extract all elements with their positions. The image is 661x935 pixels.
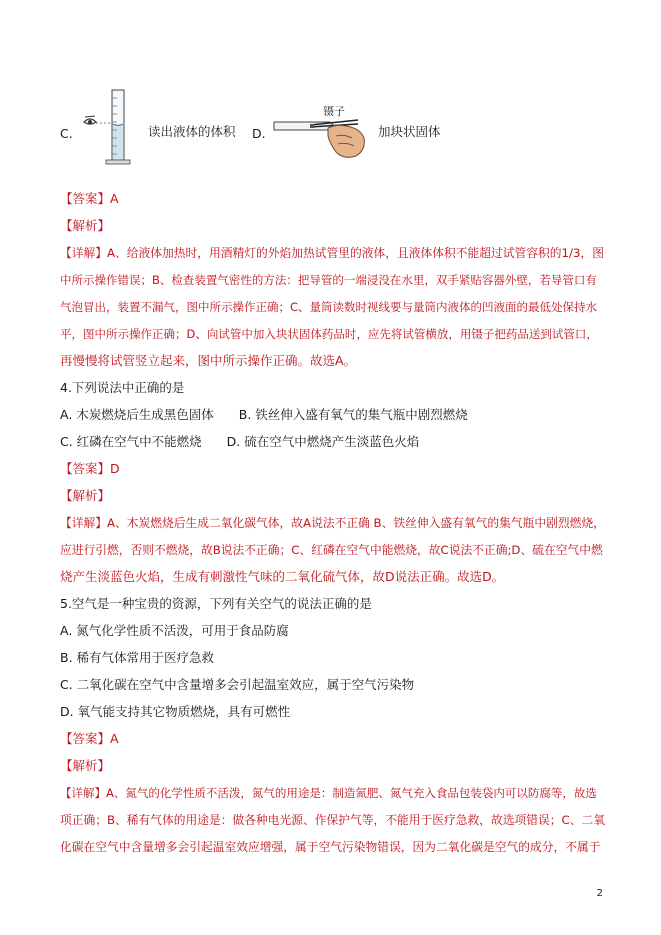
q5-answer: 【答案】A (60, 731, 119, 746)
option-c-caption: 读出液体的体积 (148, 124, 236, 139)
q4-question: 4.下列说法中正确的是 (60, 380, 185, 395)
option-d-caption: 加块状固体 (378, 124, 441, 139)
q5-detail-line: 【详解】A、氮气的化学性质不活泼，氮气的用途是：制造氮肥、氮气充入食品包装袋内可以防腐等，故选 (60, 786, 597, 800)
q5-option: A. 氮气化学性质不活泼，可用于食品防腐 (60, 623, 289, 638)
q3-detail-line: 平，图中所示操作正确；D、向试管中加入块状固体药品时，应先将试管横放，用镊子把药品送到试管口， (60, 327, 598, 341)
hand-icon (328, 125, 364, 157)
q4-options-row: C. 红磷在空气中不能燃烧 D. 硫在空气中燃烧产生淡蓝色火焰 (60, 434, 420, 449)
test-tube-tweezers-figure (270, 114, 370, 164)
eye-icon (84, 116, 96, 124)
q4-answer: 【答案】D (60, 461, 120, 476)
measuring-cylinder-figure (76, 86, 136, 166)
q4-options-row: A. 木炭燃烧后生成黑色固体 B. 铁丝伸入盛有氧气的集气瓶中剧烈燃烧 (60, 407, 468, 422)
q4-detail-line: 【详解】A、木炭燃烧后生成二氧化碳气体，故A说法不正确 B、铁丝伸入盛有氧气的集气瓶中剧烈燃烧， (60, 516, 605, 530)
q5-detail-line: 化碳在空气中含量增多会引起温室效应增强，属于空气污染物错误，因为二氧化碳是空气的成分，不属于 (60, 840, 601, 854)
q3-detail-line: 中所示操作错误；B、检查装置气密性的方法：把导管的一端浸没在水里，双手紧贴容器外壁，若导管口有 (60, 273, 597, 287)
page-number: 2 (596, 888, 603, 899)
option-c-letter: C. (60, 126, 73, 141)
q3-answer: 【答案】A (60, 191, 119, 206)
q3-detail-line: 【详解】A、给液体加热时，用酒精灯的外焰加热试管里的液体，且液体体积不能超过试管容积的1/3，图 (60, 246, 604, 260)
tweezers-label: 镊子 (323, 105, 345, 118)
q3-detail-line: 再慢慢将试管竖立起来，图中所示操作正确。故选A。 (60, 353, 357, 368)
q4-detail-line: 应进行引燃，否则不燃烧，故B说法不正确；C、红磷在空气中能燃烧，故C说法不正确;D、硫在空气中燃 (60, 543, 603, 557)
q5-question: 5.空气是一种宝贵的资源，下列有关空气的说法正确的是 (60, 596, 372, 611)
q5-detail-line: 项正确；B、稀有气体的用途是：做各种电光源、作保护气等，不能用于医疗急救，故选项错误；C、二氧 (60, 813, 606, 827)
q3-detail-line: 气泡冒出，装置不漏气，图中所示操作正确；C、量筒读数时视线要与量筒内液体的凹液面的最低处保持水 (60, 300, 598, 314)
q5-option: D. 氧气能支持其它物质燃烧，具有可燃性 (60, 704, 291, 719)
q5-option: B. 稀有气体常用于医疗急救 (60, 650, 215, 665)
q5-analysis-heading: 【解析】 (60, 758, 111, 773)
option-d-letter: D. (252, 126, 266, 141)
q5-option: C. 二氧化碳在空气中含量增多会引起温室效应，属于空气污染物 (60, 677, 415, 692)
q4-analysis-heading: 【解析】 (60, 488, 111, 503)
q4-detail-line: 烧产生淡蓝色火焰，生成有刺激性气味的二氧化硫气体，故D说法正确。故选D。 (60, 569, 505, 584)
q3-analysis-heading: 【解析】 (60, 218, 111, 233)
